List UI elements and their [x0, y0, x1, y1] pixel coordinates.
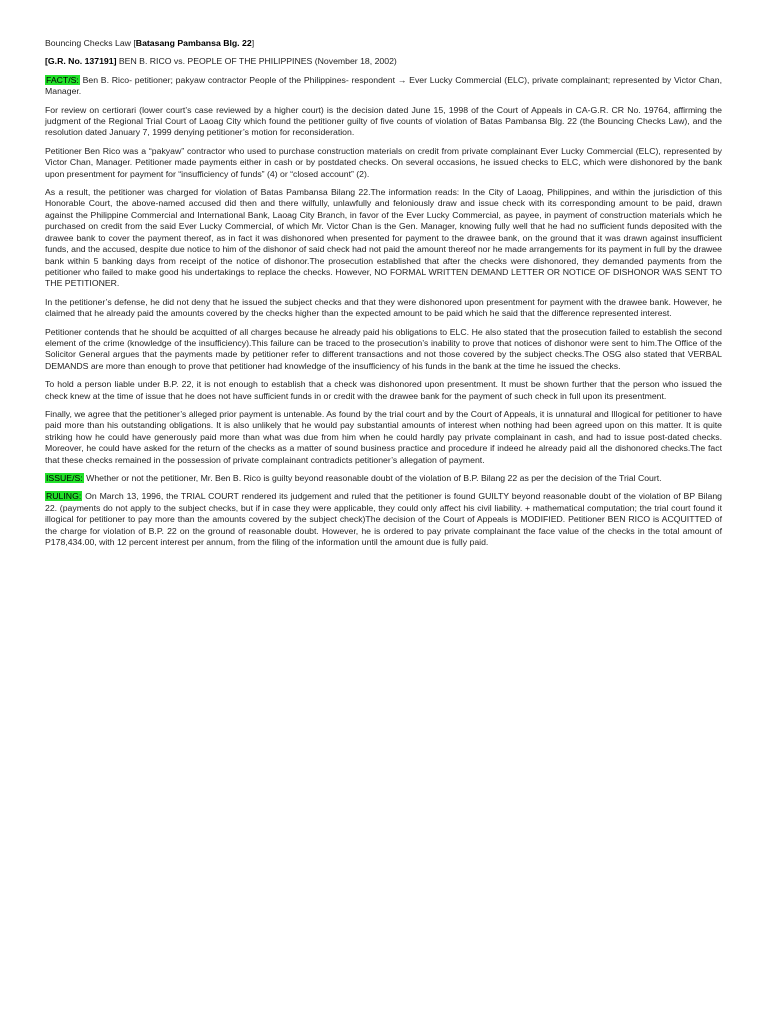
body-paragraph: To hold a person liable under B.P. 22, it is not enough to establish that a check was dishonored upon presentment. It must be shown further that the person who issued the check knew at the time of issue that he does not have sufficient funds in or credit with the drawee bank for the payment of such check in full upon its presentment.: [45, 379, 722, 401]
issue-paragraph: [45, 473, 722, 484]
facts-paragraph: [45, 75, 722, 98]
case-citation: [45, 56, 722, 67]
body-paragraph: Finally, we agree that the petitioner’s alleged prior payment is untenable. As found by the trial court and by the Court of Appeals, it is unnatural and Illogical for petitioner to have paid more than his outstanding obligations. It is also unlikely that he would pay substantial amounts of interest when nothing had been agreed upon on this matter. It is quite striking how he could have generously paid more than what was due from him when he could hardly pay private complainant in cash, and had to issue post-dated checks. Moreover, he could have asked for the return of the checks as a matter of sound business practice and procedure if indeed he already paid all the dishonored checks.The fact that these checks remained in the possession of private complainant contradicts petitioner’s allegation of payment.: [45, 408, 722, 465]
body-paragraph: As a result, the petitioner was charged for violation of Batas Pambansa Bilang 22.The information reads: In the City of Laoag, Philippines, and within the jurisdiction of this Honorable Court, the above-named accused did then and there wilfully, unlawfully and feloniously draw and issue check with its corresponding amount to be paid, drawn against the Philippine Commercial and International Bank, Laoag City Branch, in favor of the Ever Lucky Commercial, as payee, in payment of construction materials which he purchased on credit from the said Ever Lucky Commercial, of which Mr. Victor Chan is the Gen. Manager, knowing fully well that he had no sufficient funds deposited with the drawee bank to cover the payment thereof, as in fact it was dishonored when presented for payment to the drawee bank, on the ground that it was drawn against insufficient funds, and the accused, despite due notice to him of the dishonor of said check had not paid the amount thereof nor he made arrangements for its payment in full by the drawee bank within 5 banking days from receipt of the notice of dishonor.The prosecution established that after the checks were dishonored, they demanded payments from the petitioner who failed to make good his undertakings to replace the checks. However, NO FORMAL WRITTEN DEMAND LETTER OR NOTICE OF DISHONOR WAS SENT TO THE PETITIONER.: [45, 187, 722, 289]
document-page: [45, 38, 722, 555]
document-title: [45, 38, 722, 49]
body-paragraph: In the petitioner’s defense, he did not deny that he issued the subject checks and that they were dishonored upon presentment for payment with the drawee bank. However, he claimed that he already paid the amounts covered by the checks higher than the expected amount to be paid which he said that the difference represented interest.: [45, 296, 722, 319]
facts-label: FACT/S:: [46, 74, 79, 85]
case-parties: BEN B. RICO vs. PEOPLE OF THE PHILIPPINES (November 18, 2002): [116, 56, 397, 67]
body-paragraph: Petitioner Ben Rico was a “pakyaw” contractor who used to purchase construction materials on credit from private complainant Ever Lucky Commercial (ELC), represented by Victor Chan, Manager. Petitioner made payments either in cash or by postdated checks. On several occasions, he issued checks to ELC, which were dishonored by the bank upon presentment for payment for “insufficiency of funds” (4) or “closed account” (2).: [45, 145, 722, 179]
issue-text: Whether or not the petitioner, Mr. Ben B. Rico is guilty beyond reasonable doubt of the violation of B.P. Bilang 22 as per the decision of the Trial Court.: [83, 473, 662, 483]
body-paragraph: For review on certiorari (lower court’s case reviewed by a higher court) is the decision dated June 15, 1998 of the Court of Appeals in CA-G.R. CR No. 19764, affirming the judgment of the Regional Trial Court of Laoag City which found the petitioner guilty of five counts of violation of Batas Pambansa Blg. 22 (the Bouncing Checks Law), and the resolution dated January 7, 1999 denying petitioner’s motion for reconsideration.: [45, 104, 722, 138]
case-number: [G.R. No. 137191]: [45, 56, 117, 67]
ruling-paragraph: [45, 491, 722, 548]
facts-text: Ben B. Rico- petitioner; pakyaw contractor People of the Philippines- respondent → Ever Lucky Commercial (ELC), private complainant; represented by Victor Chan, Manager.: [45, 74, 722, 97]
title-law-name: Batasang Pambansa Blg. 22: [135, 38, 252, 48]
title-prefix: Bouncing Checks Law [: [45, 38, 136, 48]
ruling-text: On March 13, 1996, the TRIAL COURT rendered its judgement and ruled that the petitioner is found GUILTY beyond reasonable doubt of the violation of BP Bilang 22. (payments do not apply to the subject checks, but if in case they were applicable, they could only affect his civil liability. + mathematical computation; the trial court found it illogical for petitioner to pay more than the amounts covered by the subject check)The decision of the Court of Appeals is MODIFIED. Petitioner BEN RICO is ACQUITTED of the charge for violation of B.P. 22 on the ground of reasonable doubt. However, he is ordered to pay private complainant the face value of the checks in the total amount of P178,434.00, with 12 percent interest per annum, from the filing of the information until the amount due is fully paid.: [45, 491, 722, 548]
title-suffix: ]: [251, 38, 255, 48]
ruling-label: RULING:: [46, 491, 82, 502]
issue-label: ISSUE/S:: [46, 473, 83, 483]
body-paragraph: Petitioner contends that he should be acquitted of all charges because he already paid his obligations to ELC. He also stated that the prosecution failed to establish the second element of the crime (knowledge of the insufficiency).This failure can be traced to the prosecution’s inability to prove that notices of dishonor were sent to him.The Office of the Solicitor General argues that the payments made by petitioner refer to different transactions and not those covered by the subject checks.The OSG also stated that VERBAL DEMANDS are more than enough to prove that petitioner had knowledge of the insufficiency of his funds in the bank at the time he issued the checks.: [45, 326, 722, 371]
